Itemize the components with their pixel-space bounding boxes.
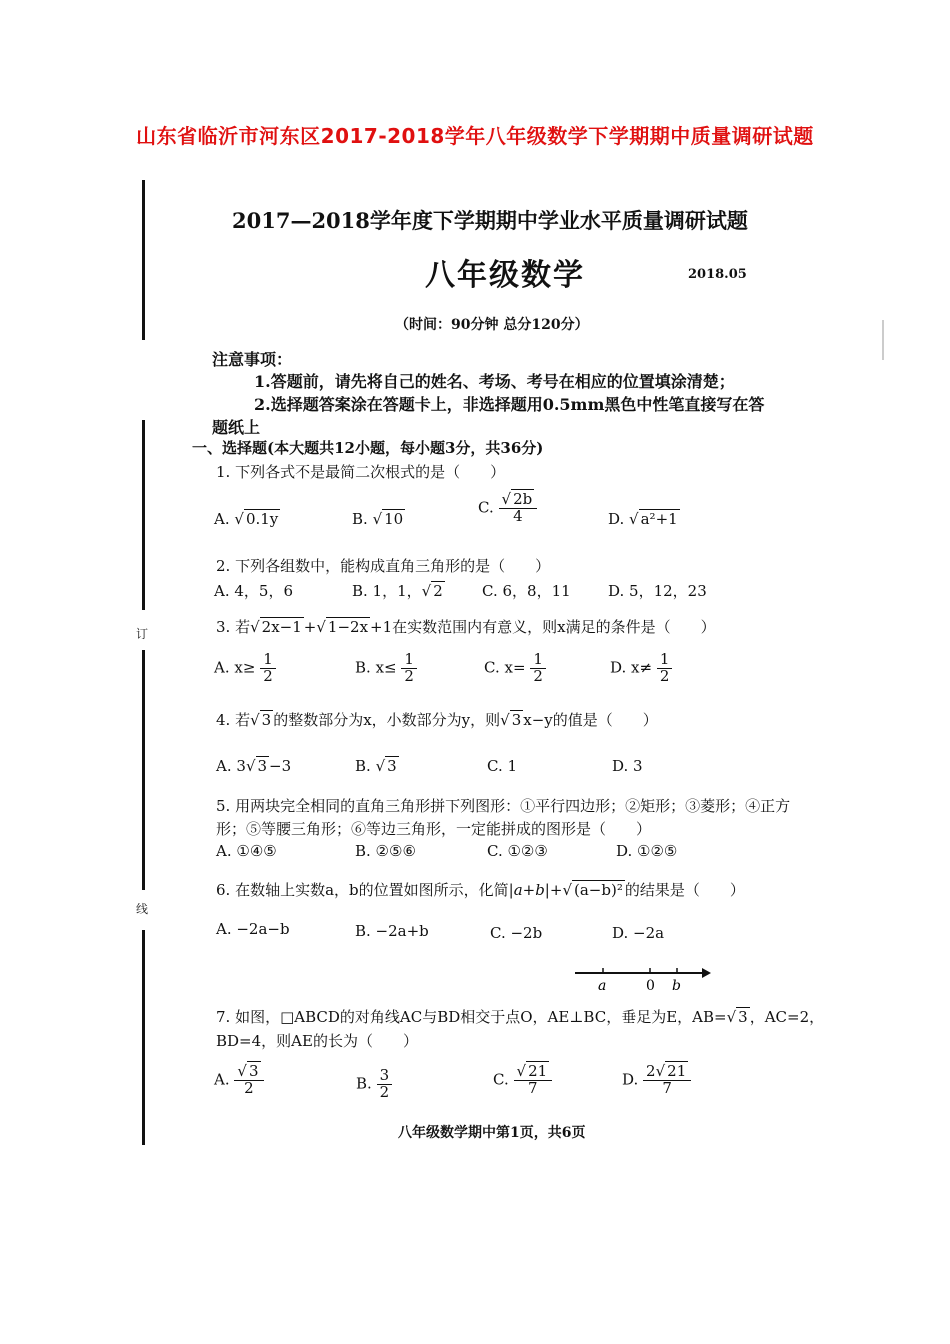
q4-option-a: A. 3√ 3 −3 [216, 757, 291, 775]
binding-line-bottom [142, 930, 145, 1145]
page-footer: 八年级数学期中第1页，共6页 [398, 1125, 586, 1141]
notes-item-2-cont: 题纸上 [212, 418, 261, 437]
q3-option-c: C. x= $\frac{1}{2}$ [484, 652, 546, 685]
q4-option-b: B. √ 3 [355, 757, 399, 775]
question-6-stem: 6. 在数轴上实数a，b的位置如图所示，化简|a+b|+√ (a−b)² 的结果是（ ） [216, 879, 745, 900]
subject-title: 八年级数学 [425, 258, 585, 293]
time-info: （时间：90分钟 总分120分） [395, 317, 589, 333]
question-1-stem: 1. 下列各式不是最简二次根式的是（ ） [216, 463, 506, 481]
q4-option-c: C. 1 [487, 757, 518, 775]
label-b: b [672, 978, 681, 994]
q7-option-d: D. $\frac{2√ 21}{7}$ [622, 1064, 691, 1097]
q1-option-b: B. √ 10 [352, 510, 405, 528]
q2-option-b: B. 1，1，√ 2 [352, 580, 445, 601]
q1-option-a: A. √ 0.1y [214, 510, 280, 528]
notes-heading: 注意事项： [212, 350, 293, 369]
q5-option-a: A. ①④⑤ [216, 842, 277, 860]
binding-line-top [142, 180, 145, 340]
label-a: a [598, 978, 607, 994]
scan-edge [882, 320, 884, 360]
notes-item-2: 2.选择题答案涂在答题卡上，非选择题用0.5mm黑色中性笔直接写在答 [254, 395, 765, 414]
q7-option-b: B. $\frac{3}{2}$ [356, 1068, 392, 1101]
question-4-stem: 4. 若√ 3 的整数部分为x，小数部分为y，则√ 3 x−y的值是（ ） [216, 709, 658, 730]
q5-option-d: D. ①②⑤ [616, 842, 678, 860]
section-heading: 一、选择题(本大题共12小题，每小题3分，共36分) [192, 439, 544, 457]
exam-date: 2018.05 [688, 267, 747, 282]
question-7-line-1: 7. 如图，□ABCD的对角线AC与BD相交于点O，AE⊥BC，垂足为E，AB=√ 3 ，AC=2， [216, 1006, 824, 1027]
q2-option-a: A. 4，5，6 [214, 582, 293, 600]
q1-option-c: C. √ $\frac{2b}{4}$ [478, 492, 537, 525]
q1-option-d: D. √ a²+1 [608, 510, 680, 528]
q2-option-d: D. 5，12，23 [608, 582, 707, 600]
q2-option-c: C. 6，8，11 [482, 582, 571, 600]
question-5-line-1: 5. 用两块完全相同的直角三角形拼下列图形：①平行四边形；②矩形；③菱形；④正方 [216, 797, 791, 815]
margin-mark-ding: 订 [136, 627, 149, 641]
number-line-figure [570, 962, 715, 994]
exam-title: 2017—2018学年度下学期期中学业水平质量调研试题 [232, 208, 748, 233]
q5-option-c: C. ①②③ [487, 842, 548, 860]
question-5-line-2: 形；⑤等腰三角形；⑥等边三角形，一定能拼成的图形是（ ） [216, 820, 652, 838]
margin-mark-xian: 线 [136, 902, 149, 916]
question-7-line-2: BD=4，则AE的长为（ ） [216, 1032, 418, 1050]
binding-line-mid [142, 420, 145, 610]
number-line-arrow [702, 968, 711, 978]
q7-option-c: C. √ $\frac{21}{7}$ [493, 1064, 552, 1097]
question-3-stem: 3. 若√ 2x−1 +√ 1−2x +1在实数范围内有意义，则x满足的条件是（ ） [216, 616, 716, 637]
q3-option-a: A. x≥ $\frac{1}{2}$ [214, 652, 276, 685]
document-title: 山东省临沂市河东区2017-2018学年八年级数学下学期期中质量调研试题 [136, 124, 814, 148]
question-2-stem: 2. 下列各组数中，能构成直角三角形的是（ ） [216, 557, 551, 575]
q6-option-a: A. −2a−b [216, 920, 290, 938]
q7-option-a: A. √ $\frac{3}{2}$ [214, 1064, 264, 1097]
q5-option-b: B. ②⑤⑥ [355, 842, 416, 860]
q3-option-b: B. x≤ $\frac{1}{2}$ [355, 652, 417, 685]
notes-item-1: 1.答题前，请先将自己的姓名、考场、考号在相应的位置填涂清楚； [254, 372, 735, 391]
binding-line-lower [142, 650, 145, 890]
q3-option-d: D. x≠ $\frac{1}{2}$ [610, 652, 672, 685]
q6-option-b: B. −2a+b [355, 922, 429, 940]
label-0: 0 [646, 978, 655, 994]
q4-option-d: D. 3 [612, 757, 643, 775]
q6-option-c: C. −2b [490, 924, 543, 942]
q6-option-d: D. −2a [612, 924, 665, 942]
